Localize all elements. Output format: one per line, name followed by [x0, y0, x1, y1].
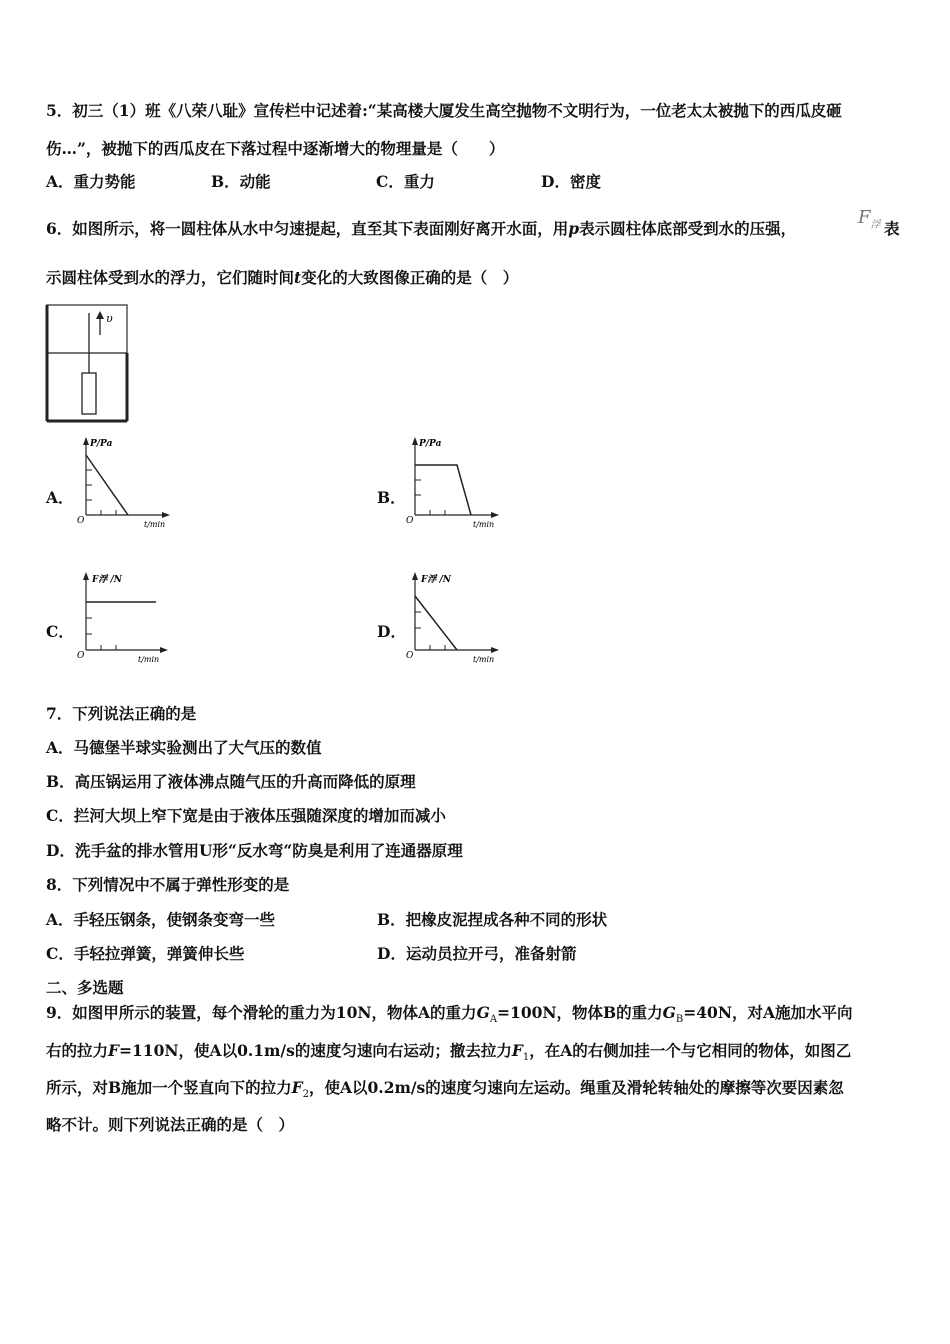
q9-stem-line1: 9．如图甲所示的装置，每个滑轮的重力为10N，物体A的重力$G_A=100N$，物体B的重力$G_B=40N$，对A施加水平向	[46, 1003, 853, 1026]
velocity-label: υ	[106, 312, 113, 325]
svg-text:P/Pa: P/Pa	[419, 439, 442, 449]
svg-text:O: O	[77, 516, 85, 526]
graph-c	[76, 568, 176, 668]
q6-option-d-label: D．	[377, 622, 406, 641]
q5-option-d: D．密度	[541, 172, 601, 191]
section-title-multiple-choice: 二、多选题	[46, 978, 124, 997]
q9-stem-line4: 略不计。则下列说法正确的是（ ）	[46, 1115, 295, 1134]
q6-stem-line2: 示圆柱体受到水的浮力，它们随时间t变化的大致图像正确的是（ ）	[46, 268, 519, 287]
q7-option-b: B．高压锅运用了液体沸点随气压的升高而降低的原理	[46, 772, 416, 791]
q7-stem: 7．下列说法正确的是	[46, 704, 197, 723]
svg-text:t/min: t/min	[144, 520, 166, 529]
svg-text:t/min: t/min	[138, 655, 160, 664]
q5-stem-line2: 伤…”，被抛下的西瓜皮在下落过程中逐渐增大的物理量是（ ）	[46, 139, 505, 158]
svg-text:P/Pa: P/Pa	[90, 439, 113, 449]
q7-option-a: A．马德堡半球实验测出了大气压的数值	[46, 738, 322, 757]
f-buoyancy-symbol: $F_浮$	[858, 207, 881, 231]
svg-text:O: O	[406, 516, 414, 526]
q8-option-a: A．手轻压钢条，使钢条变弯一些	[46, 910, 276, 929]
svg-text:t/min: t/min	[473, 655, 495, 664]
q6-stem-line1-end: 表	[884, 219, 900, 238]
graph-d	[403, 568, 503, 668]
q8-option-b: B．把橡皮泥捏成各种不同的形状	[377, 910, 608, 929]
q5-option-c: C．重力	[376, 172, 435, 191]
q8-option-d: D．运动员拉开弓，准备射箭	[377, 944, 577, 963]
q9-stem-line3: 所示，对B施加一个竖直向下的拉力$F_2$，使A以0.2m/s的速度匀速向左运动。绳重及滑轮转轴处的摩擦等次要因素忽	[46, 1078, 844, 1101]
q5-option-b: B．动能	[211, 172, 271, 191]
q6-stem-line1: 6．如图所示，将一圆柱体从水中匀速提起，直至其下表面刚好离开水面，用p表示圆柱体底部受到水的压强，	[46, 219, 797, 238]
graph-a	[76, 433, 176, 533]
q9-stem-line2: 右的拉力F=110N，使A以0.1m/s的速度匀速向右运动；撤去拉力$F_1$，在A的右侧加挂一个与它相同的物体，如图乙	[46, 1041, 852, 1064]
q6-option-c-label: C．	[46, 622, 74, 641]
svg-text:O: O	[77, 651, 85, 661]
svg-text:t/min: t/min	[473, 520, 495, 529]
svg-text:O: O	[406, 651, 414, 661]
svg-text:F浮 /N: F浮 /N	[421, 575, 452, 585]
q7-option-c: C．拦河大坝上窄下宽是由于液体压强随深度的增加而减小	[46, 806, 446, 825]
q7-option-d: D．洗手盆的排水管用U形“反水弯“防臭是利用了连通器原理	[46, 841, 463, 860]
cylinder-in-water-figure	[44, 303, 134, 425]
q5-option-a: A．重力势能	[46, 172, 136, 191]
q6-option-a-label: A．	[46, 488, 74, 507]
q8-option-c: C．手轻拉弹簧，弹簧伸长些	[46, 944, 245, 963]
q5-stem-line1: 5．初三（1）班《八荣八耻》宣传栏中记述着:“某高楼大厦发生高空抛物不文明行为，一位老太太被抛下的西瓜皮砸	[46, 101, 842, 120]
graph-b	[403, 433, 503, 533]
svg-text:F浮 /N: F浮 /N	[92, 575, 123, 585]
q8-stem: 8．下列情况中不属于弹性形变的是	[46, 875, 290, 894]
q6-option-b-label: B．	[377, 488, 406, 507]
